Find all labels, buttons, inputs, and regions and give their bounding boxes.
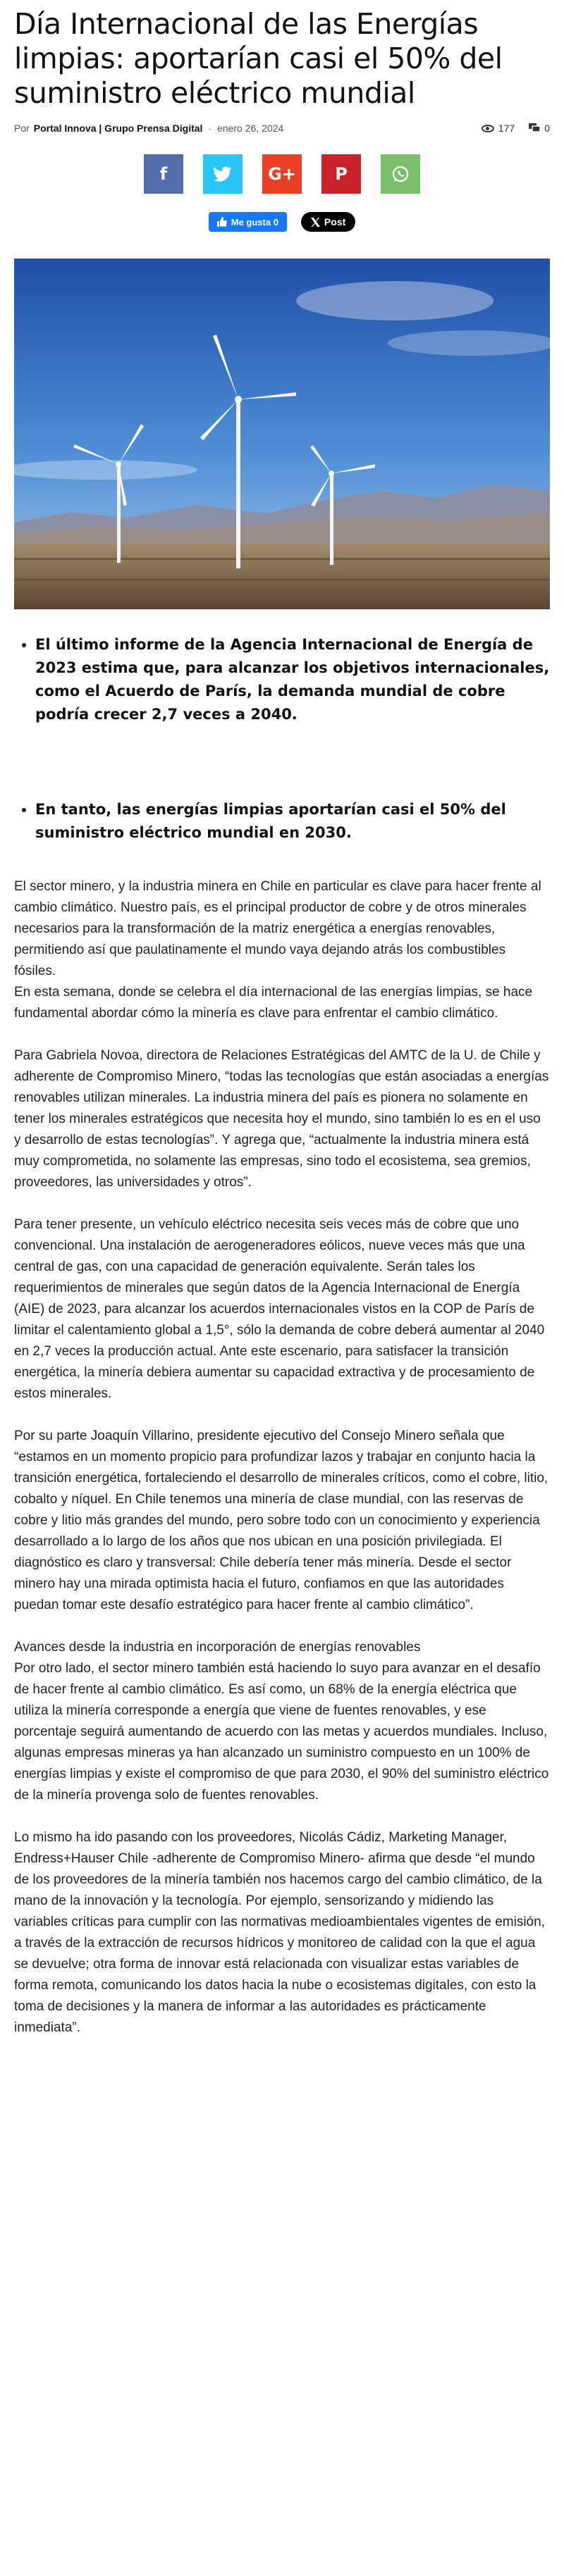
share-facebook-button[interactable] — [144, 154, 183, 194]
share-buttons — [14, 154, 550, 194]
social-widgets — [14, 212, 550, 232]
facebook-like-button[interactable] — [209, 212, 287, 232]
views-counter — [482, 123, 515, 134]
author-link[interactable]: Portal Innova | Grupo Prensa Digital — [33, 123, 203, 134]
paragraph-1: El sector minero, y la industria minera en Chile en particular es clave para hacer frente al cambio climático. Nuestro país, es el principal productor de cobre y de otros minerales necesarios para la transformación de la matriz energética a energías renovables, permitiendo así que paulatinamente el mundo vaya dejando atrás los combustibles fósiles. — [14, 879, 541, 978]
x-post-button[interactable] — [301, 212, 355, 232]
like-label: Me gusta 0 — [231, 216, 278, 228]
views-count: 177 — [498, 123, 515, 134]
share-twitter-button[interactable] — [203, 154, 243, 194]
x-logo-icon — [311, 218, 320, 227]
share-pinterest-button[interactable] — [321, 154, 361, 194]
comments-count: 0 — [544, 123, 550, 134]
paragraph-3: Para Gabriela Novoa, directora de Relaciones Estratégicas del AMTC de la U. de Chile y adherente de Compromiso Minero, “todas las tecnologías que están asociadas a energías renovables utilizan minerales. La industria minera del país es pionera no solamente en tener los minerales estratégicos que necesita hoy el mundo, sino también lo es en el uso y desarrollo de estas tecnologías”. Y agrega que, “actualmente la industria minera está muy comprometida, no solamente las empresas, sino todo el ecosistema, sea gremios, proveedores, las universidades y otros”. — [14, 1048, 549, 1190]
section-heading: Avances desde la industria en incorporación de energías renovables — [14, 1640, 421, 1655]
article — [14, 0, 550, 2039]
share-whatsapp-button[interactable] — [381, 154, 420, 194]
meta-separator: - — [208, 123, 212, 134]
article-title: Día Internacional de las Energías limpias: aportarían casi el 50% del suministro eléctrico mundial — [14, 7, 503, 110]
publish-date: enero 26, 2024 — [217, 123, 284, 134]
wind-turbines-illustration — [14, 259, 550, 609]
key-point-2: • En tanto, las energías limpias aportarían casi el 50% del suministro eléctrico mundial en 2030. — [35, 798, 550, 845]
whatsapp-icon — [391, 164, 410, 184]
paragraph-6: Por otro lado, el sector minero también está haciendo lo suyo para avanzar en el desafío de hacer frente al cambio climático. Es así como, un 68% de la energía eléctrica que utiliza la minería corresponde a energía que viene de fuentes renovables, y ese porcentaje seguirá aumentando de acuerdo con las metas y acuerdos mundiales. Incluso, algunas empresas mineras ya han alcanzado un suministro compuesto en un 100% de energías limpias y existe el compromiso de que para 2030, el 90% del suministro eléctrico de la minería provenga solo de fuentes renovables. — [14, 1661, 549, 1803]
eye-icon — [482, 125, 494, 132]
x-post-label: Post — [324, 216, 346, 228]
comment-icon — [529, 123, 540, 133]
hero-image — [14, 259, 550, 609]
facebook-icon: f — [159, 164, 168, 184]
comments-link[interactable] — [529, 123, 550, 134]
paragraph-7: Lo mismo ha ido pasando con los proveedores, Nicolás Cádiz, Marketing Manager, Endress+Hauser Chile -adherente de Compromiso Minero- afirma que desde “el mundo de los proveedores de la minería también nos hacemos cargo del cambio climático, de la mano de la innovación y la tecnología. Por ejemplo, sensorizando y midiendo las variables críticas para cumplir con las normativas medioambientales vigentes de emisión, a través de la extracción de recursos hídricos y monitoreo de calidad con la que el agua se devuelve; otra forma de innovar está relacionada con visualizar estas variables de forma remota, comunicando los datos hacia la nube o ecosistemas digitales, con esto la toma de decisiones y la manera de informar a las autoridades es prácticamente inmediata”. — [14, 1830, 545, 2035]
paragraph-4: Para tener presente, un vehículo eléctrico necesita seis veces más de cobre que uno convencional. Una instalación de aerogeneradores eólicos, nueve veces más que una central de gas, con una capacidad de generación equivalente. Serán tales los requerimientos de minerales que según datos de la Agencia Internacional de Energía (AIE) de 2023, para alcanzar los acuerdos internacionales vistos en la COP de París de limitar el calentamiento global a 1,5°, sólo la demanda de cobre deberá aumentar al 2040 en 2,7 veces la producción actual. Ante este escenario, para satisfacer la transición energética, la minería debiera aumentar su capacidad extractiva y de procesamiento de estos minerales. — [14, 1217, 545, 1401]
paragraph-2: En esta semana, donde se celebra el día internacional de las energías limpias, se hace fundamental abordar cómo la minería es clave para enfrentar el cambio climático. — [14, 985, 533, 1021]
paragraph-5: Por su parte Joaquín Villarino, presidente ejecutivo del Consejo Minero señala que “estamos en un momento propicio para profundizar lazos y trabajar en conjunto hacia la transición energética, fortaleciendo el desarrollo de minerales críticos, como el cobre, litio, cobalto y níquel. En Chile tenemos una minería de clase mundial, con las reservas de cobre y litio más grandes del mundo, pero sobre todo con un conocimiento y experiencia desarrollado a lo largo de los años que nos ubican en una posición privilegiada. El diagnóstico es claro y transversal: Chile debería tener más minería. Desde el sector minero hay una mirada optimista hacia el futuro, confiamos en que las autoridades puedan tomar este desafío estratégico para hacer frente al cambio climático”. — [14, 1429, 548, 1612]
thumbs-up-icon — [217, 217, 227, 227]
googleplus-icon: G+ — [268, 164, 296, 184]
article-body — [14, 876, 550, 2039]
byline-prefix: Por — [14, 123, 30, 134]
key-point-1: • El último informe de la Agencia Internacional de Energía de 2023 estima que, para alcanzar los objetivos internacionales, como el Acuerdo de París, la demanda mundial de cobre podría crecer 2,7 veces a 2040. — [35, 633, 550, 726]
key-points-list — [14, 633, 550, 845]
pinterest-icon: P — [335, 164, 348, 184]
share-googleplus-button[interactable] — [262, 154, 302, 194]
twitter-icon — [214, 166, 232, 182]
article-meta — [14, 118, 550, 139]
